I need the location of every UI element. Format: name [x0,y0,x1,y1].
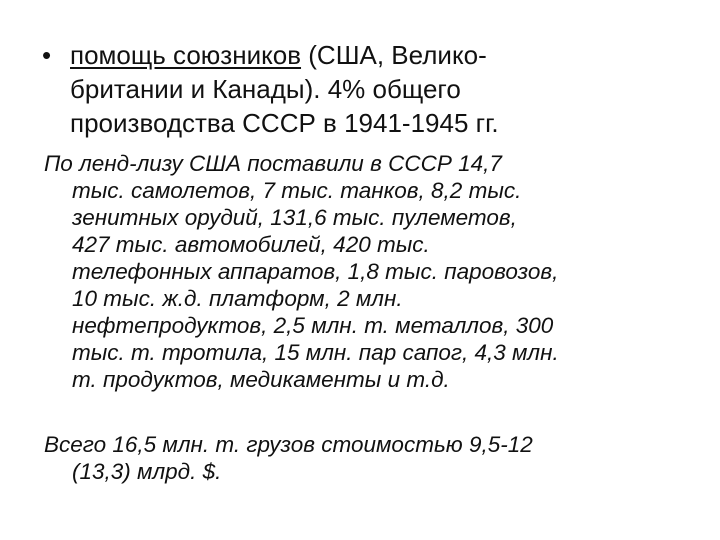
paragraph-line: нефтепродуктов, 2,5 млн. т. металлов, 300 [72,313,554,338]
bullet-item-allied-aid [40,38,680,140]
paragraph-line: тыс. самолетов, 7 тыс. танков, 8,2 тыс. [72,178,522,203]
lend-lease-paragraph [44,150,704,393]
bullet-line-1-rest: (США, Велико- [301,40,487,70]
bullet-line-3: производства СССР в 1941-1945 гг. [70,108,499,138]
paragraph-line: тыс. т. тротила, 15 млн. пар сапог, 4,3 млн. [72,340,559,365]
paragraph-line: зенитных орудий, 131,6 тыс. пулеметов, [72,205,517,230]
paragraph-line: 427 тыс. автомобилей, 420 тыс. [72,232,430,257]
paragraph-line: (13,3) млрд. $. [72,459,222,484]
paragraph-line: телефонных аппаратов, 1,8 тыс. паровозов, [72,259,559,284]
bullet-line-2: британии и Канады). 4% общего [70,74,461,104]
paragraph-line: По ленд-лизу США поставили в СССР 14,7 [44,151,502,176]
bullet-mark: • [42,40,52,70]
paragraph-line: 10 тыс. ж.д. платформ, 2 млн. [72,286,403,311]
paragraph-line: т. продуктов, медикаменты и т.д. [72,367,450,392]
bullet-line-1 [40,38,680,72]
underlined-heading: помощь союзников [70,40,302,70]
paragraph-line: Всего 16,5 млн. т. грузов стоимостью 9,5-12 [44,432,533,457]
total-paragraph [44,431,704,485]
